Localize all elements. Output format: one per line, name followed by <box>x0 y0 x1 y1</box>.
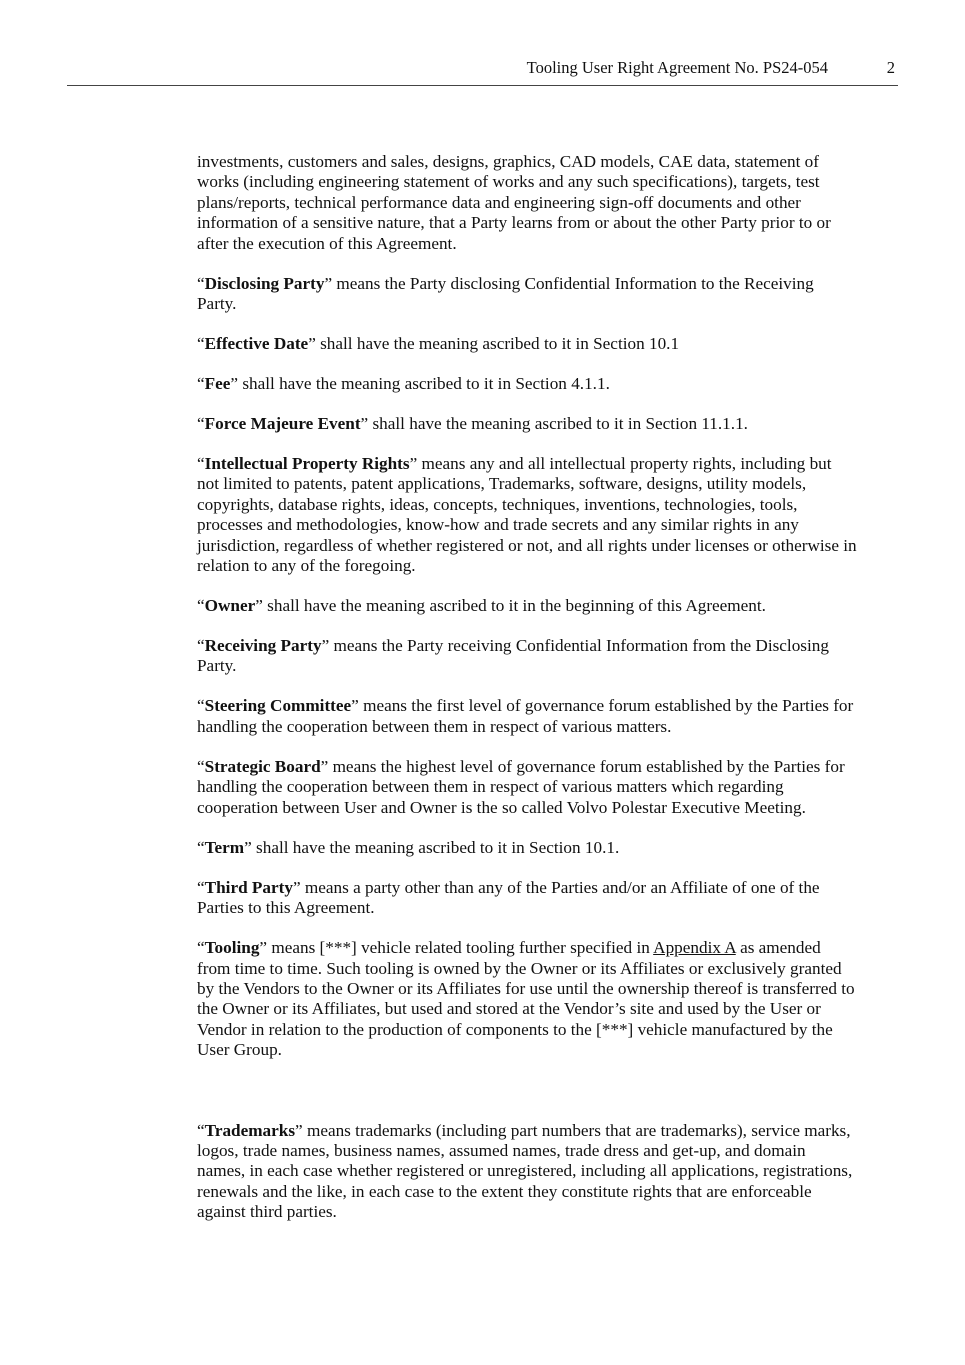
definition-third-party: “Third Party” means a party other than any of the Parties and/or an Affiliate of one of the Parties to this Agreement. <box>197 877 820 918</box>
page-header <box>67 58 898 80</box>
definition-receiving-party: “Receiving Party” means the Party receiving Confidential Information from the Disclosing Party. <box>197 636 829 676</box>
defined-term: Third Party <box>204 877 293 897</box>
definition-text: ” means any and all intellectual property rights, including but not limited to patents, patent applications, Trademarks, software, designs, utility models, copyrights, database rights, ideas, concepts, techniques, inventions, technologies, tools, processes and methodologies, know-how and trade secrets and any similar rights in any jurisdiction, regardless of whether registered or not, and all rights under licenses or otherwise in relation to any of the foregoing. <box>197 454 857 576</box>
definition-text-continued: as amended from time to time. Such tooling is owned by the Owner or its Affiliates or exclusively granted by the Vendors to the Owner or its Affiliates for use until the ownership thereof is transferred to the Owner or its Affiliates, but used and stored at the Vendor’s site and used by the User or Vendor in relation to the production of components to the [***] vehicle manufactured by the User Group. <box>197 938 855 1060</box>
defined-term: Force Majeure Event <box>204 414 361 434</box>
definition-owner: “Owner” shall have the meaning ascribed to it in the beginning of this Agreement. <box>197 596 766 616</box>
definition-fee: “Fee” shall have the meaning ascribed to it in Section 4.1.1. <box>197 374 610 394</box>
definition-text: ” means [***] vehicle related tooling further specified in <box>259 938 654 958</box>
defined-term: Strategic Board <box>204 756 321 776</box>
definition-term: “Term” shall have the meaning ascribed to it in Section 10.1. <box>197 837 620 857</box>
page-number: 2 <box>886 58 895 77</box>
document-title: Tooling User Right Agreement No. PS24-054 <box>526 58 828 77</box>
defined-term: Receiving Party <box>204 636 322 656</box>
definition-disclosing-party: “Disclosing Party” means the Party disclosing Confidential Information to the Receiving Party. <box>197 273 814 314</box>
definition-text: ” means the Party receiving Confidential Information from the Disclosing Party. <box>197 636 829 676</box>
definition-steering-committee: “Steering Committee” means the first level of governance forum established by the Parties for handling the cooperation between them in respect of various matters. <box>197 696 854 736</box>
definition-intellectual-property-rights: “Intellectual Property Rights” means any and all intellectual property rights, including but not limited to patents, patent applications, Trademarks, software, designs, utility models, copyrights, database rights, ideas, concepts, techniques, inventions, technologies, tools, processes and methodologies, know-how and trade secrets and any similar rights in any jurisdiction, regardless of whether registered or not, and all rights under licenses or otherwise in relation to any of the foregoing. <box>197 454 857 576</box>
definition-text: ” means trademarks (including part numbers that are trademarks), service marks, logos, trade names, business names, assumed names, trade dress and get-up, and domain names, in each case whether registered or unregistered, including all applications, registrations, renewals and the like, in each case to the extent they constitute rights that are enforceable against third parties. <box>197 1120 853 1222</box>
definition-text: ” shall have the meaning ascribed to it in Section 11.1.1. <box>360 414 748 434</box>
definition-text: ” means a party other than any of the Parties and/or an Affiliate of one of the Parties to this Agreement. <box>197 877 820 918</box>
defined-term: Trademarks <box>204 1120 296 1140</box>
definition-text: ” means the first level of governance forum established by the Parties for handling the cooperation between them in respect of various matters. <box>197 696 854 736</box>
defined-term: Disclosing Party <box>204 273 325 293</box>
definition-text: ” shall have the meaning ascribed to it in Section 10.1. <box>244 837 620 857</box>
definition-text: ” means the highest level of governance forum established by the Parties for handling the cooperation between them in respect of various matters which regarding cooperation between User and Owner is the so called Volvo Polestar Executive Meeting. <box>197 756 845 817</box>
definition-text: ” shall have the meaning ascribed to it in Section 4.1.1. <box>230 374 610 394</box>
defined-term: Owner <box>204 596 256 616</box>
definition-effective-date: “Effective Date” shall have the meaning ascribed to it in Section 10.1 <box>197 334 680 354</box>
definition-strategic-board: “Strategic Board” means the highest level of governance forum established by the Parties for handling the cooperation between them in respect of various matters which regarding cooperation between User and Owner is the so called Volvo Polestar Executive Meeting. <box>197 756 845 817</box>
defined-term: Effective Date <box>204 334 309 354</box>
document-body <box>197 152 857 1242</box>
header-divider <box>67 85 898 86</box>
definition-text: ” shall have the meaning ascribed to it in Section 10.1 <box>308 334 680 354</box>
defined-term: Tooling <box>204 938 260 958</box>
defined-term: Intellectual Property Rights <box>204 454 410 474</box>
appendix-a-link[interactable]: Appendix A <box>653 938 736 958</box>
definition-text: ” means the Party disclosing Confidential Information to the Receiving Party. <box>197 273 814 314</box>
defined-term: Steering Committee <box>204 696 352 716</box>
definition-tooling: “Tooling” means [***] vehicle related tooling further specified in Appendix A as amended from time to time. Such tooling is owned by the Owner or its Affiliates or exclusively granted by the Vendors to the Owner or its Affiliates for use until the ownership thereof is transferred to the Owner or its Affiliates, but used and stored at the Vendor’s site and used by the User or Vendor in relation to the production of components to the [***] vehicle manufactured by the User Group. <box>197 938 855 1060</box>
definition-trademarks: “Trademarks” means trademarks (including part numbers that are trademarks), service marks, logos, trade names, business names, assumed names, trade dress and get-up, and domain names, in each case whether registered or unregistered, including all applications, registrations, renewals and the like, in each case to the extent they constitute rights that are enforceable against third parties. <box>197 1120 853 1222</box>
defined-term: Fee <box>204 374 231 394</box>
definition-text: ” shall have the meaning ascribed to it in the beginning of this Agreement. <box>255 596 766 616</box>
defined-term: Term <box>204 837 245 857</box>
intro-paragraph: investments, customers and sales, designs, graphics, CAD models, CAE data, statement of works (including engineering statement of works and any such specifications), targets, test plans/reports, technical performance data and engineering sign-off documents and other information of a sensitive nature, that a Party learns from or about the other Party prior to or after the execution of this Agreement. <box>197 152 831 253</box>
definition-force-majeure-event: “Force Majeure Event” shall have the meaning ascribed to it in Section 11.1.1. <box>197 414 748 434</box>
